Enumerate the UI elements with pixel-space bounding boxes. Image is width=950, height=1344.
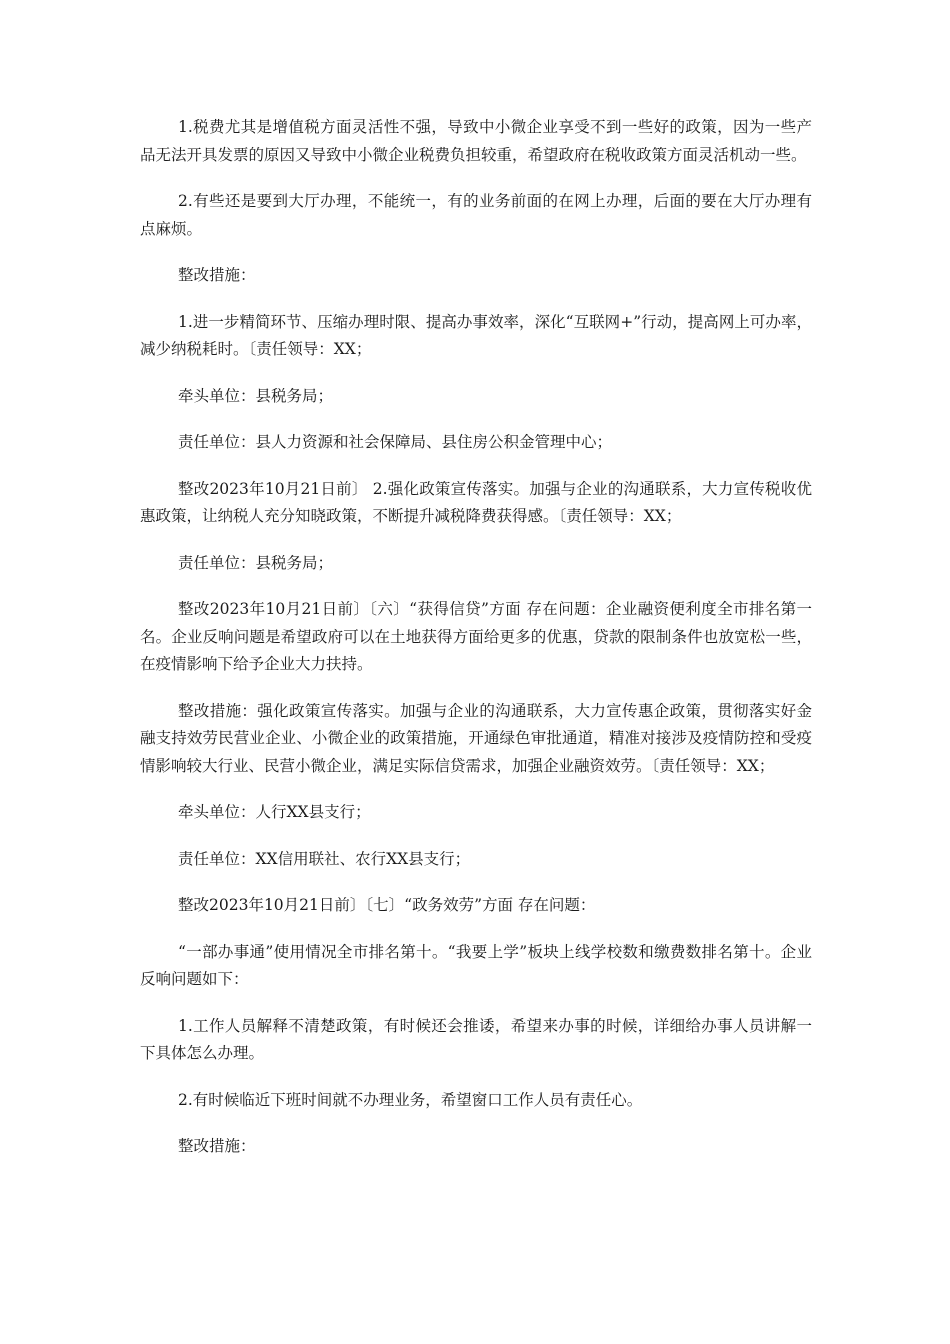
paragraph-issue-explanation: 1.工作人员解释不清楚政策，有时候还会推诿，希望来办事的时候，详细给办事人员讲解一下具体怎么办理。 — [140, 1016, 812, 1062]
paragraph-service-ranking: “一部办事通”使用情况全市排名第十。“我要上学”板块上线学校数和缴费数排名第十。企业反响问题如下： — [140, 942, 812, 988]
paragraph-policy-publicity: 整改2023年10月21日前〕 2.强化政策宣传落实。加强与企业的沟通联系，大力宣传税收优惠政策，让纳税人充分知晓政策，不断提升减税降费获得感。〔责任领导：XX； — [140, 479, 812, 525]
paragraph-issue-closing-time: 2.有时候临近下班时间就不办理业务，希望窗口工作人员有责任心。 — [178, 1090, 643, 1109]
paragraph-responsible-unit: 责任单位：县人力资源和社会保障局、县住房公积金管理中心； — [178, 433, 613, 451]
paragraph-credit-section: 整改2023年10月21日前〕〔六〕“获得信贷”方面 存在问题：企业融资便利度全市排名第一名。企业反响问题是希望政府可以在土地获得方面给更多的优惠，贷款的限制条件也放宽松一些，在疫情影响下给予企业大力扶持。 — [140, 600, 812, 673]
paragraph-measure-simplify: 1.进一步精简环节、压缩办理时限、提高办事效率，深化“互联网+”行动，提高网上可办率，减少纳税耗时。〔责任领导：XX； — [140, 312, 812, 358]
paragraph-rectification-heading-2: 整改措施： — [178, 1137, 256, 1155]
paragraph-responsible-unit-tax: 责任单位：县税务局； — [178, 553, 334, 572]
paragraph-credit-lead-unit: 牵头单位：人行XX县支行； — [178, 803, 371, 821]
paragraph-hall-handling: 2.有些还是要到大厅办理，不能统一，有的业务前面的在网上办理，后面的要在大厅办理有点麻烦。 — [140, 192, 812, 238]
paragraph-rectification-heading: 整改措施： — [178, 266, 256, 284]
paragraph-credit-responsible-unit: 责任单位：XX信用联社、农行XX县支行； — [178, 849, 471, 868]
paragraph-government-service-section: 整改2023年10月21日前〕〔七〕“政务效劳”方面 存在问题： — [178, 896, 596, 914]
paragraph-credit-measures: 整改措施：强化政策宣传落实。加强与企业的沟通联系，大力宣传惠企政策，贯彻落实好金融支持效劳民营业企业、小微企业的政策措施，开通绿色审批通道，精准对接涉及疫情防控和受疫情影响较大行业、民营小微企业，满足实际信贷需求，加强企业融资效劳。〔责任领导：XX； — [140, 701, 812, 775]
paragraph-lead-unit: 牵头单位：县税务局； — [178, 386, 334, 405]
paragraph-tax-flexibility: 1.税费尤其是增值税方面灵活性不强，导致中小微企业享受不到一些好的政策，因为一些产品无法开具发票的原因又导致中小微企业税费负担较重，希望政府在税收政策方面灵活机动一些。 — [140, 118, 812, 164]
document-body — [140, 114, 812, 1180]
